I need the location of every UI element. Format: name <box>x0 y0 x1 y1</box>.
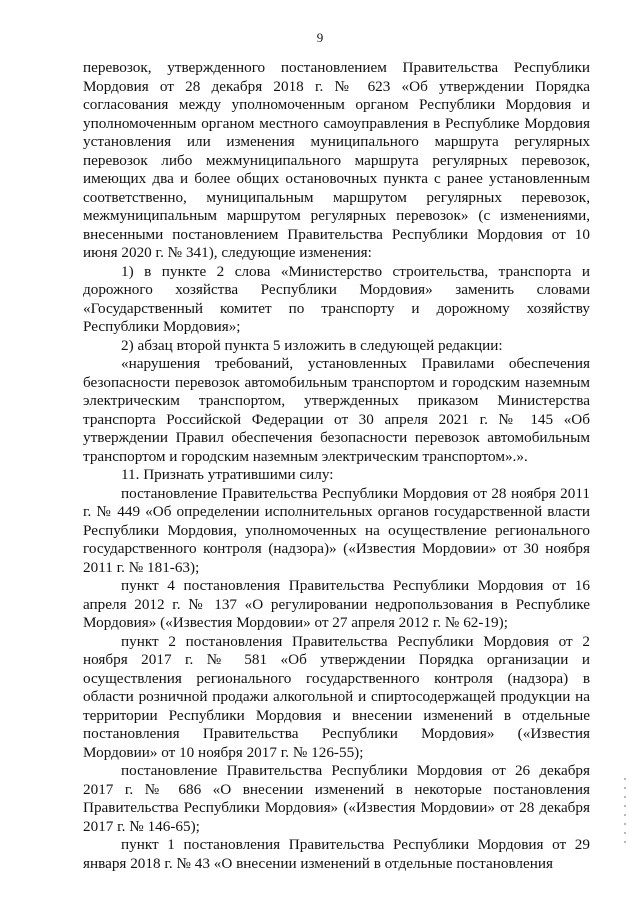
page-number: 9 <box>316 30 324 45</box>
paragraph: пункт 1 постановления Правительства Республики Мордовия от 29 января 2018 г. № 43 «О внесении изменений в отдельные постановления <box>83 836 590 872</box>
scan-edge-mark <box>624 778 626 848</box>
paragraph: постановление Правительства Республики Мордовия от 26 декабря 2017 г. № 686 «О внесении изменений в некоторые постановления Правительства Республики Мордовия» («Известия Мордовии» от 28 декабря 2017 г. № 146-65); <box>83 762 590 835</box>
paragraph: 1) в пункте 2 слова «Министерство строительства, транспорта и дорожного хозяйства Республики Мордовия» заменить словами «Государственный комитет по транспорту и дорожному хозяйству Республики Мордовия»; <box>83 262 590 335</box>
paragraph: «нарушения требований, установленных Правилами обеспечения безопасности перевозок автомобильным транспортом и городским наземным электрическим транспортом, утвержденных приказом Министерства транспорта Российской Федерации от 30 апреля 2021 г. № 145 «Об утверждении Правил обеспечения безопасности перевозок автомобильным транспортом и городским наземным электрическим транспортом».». <box>83 355 590 465</box>
paragraph: 11. Признать утратившими силу: <box>121 466 334 483</box>
paragraph: постановление Правительства Республики Мордовия от 28 ноября 2011 г. № 449 «Об определении исполнительных органов государственной власти Республики Мордовия, уполномоченных на осуществление регионального государственного контроля (надзора)» («Известия Мордовии» от 30 ноября 2011 г. № 181-63); <box>83 484 590 576</box>
paragraph: пункт 2 постановления Правительства Республики Мордовия от 2 ноября 2017 г. № 581 «Об утверждении Порядка организации и осуществления регионального государственного контроля (надзора) в области розничной продажи алкогольной и спиртосодержащей продукции на территории Республики Мордовия и внесении изменений в отдельные постановления Правительства Республики Мордовия» («Известия Мордовии» от 10 ноября 2017 г. № 126-55); <box>83 632 590 761</box>
paragraph: пункт 4 постановления Правительства Республики Мордовия от 16 апреля 2012 г. № 137 «О регулировании недропользования в Республике Мордовия» («Известия Мордовии» от 27 апреля 2012 г. № 62-19); <box>83 577 590 631</box>
paragraph: 2) абзац второй пункта 5 изложить в следующей редакции: <box>121 336 503 354</box>
document-body <box>83 59 590 873</box>
paragraph: перевозок, утвержденного постановлением Правительства Республики Мордовия от 28 декабря 2018 г. № 623 «Об утверждении Порядка согласования между уполномоченным органом Республики Мордовия и уполномоченным органом местного самоуправления в Республике Мордовия установления или изменения муниципального маршрута регулярных перевозок либо межмуниципального маршрута регулярных перевозок, имеющих два и более общих остановочных пункта с ранее установленным соответственно, муниципальным маршрутом регулярных перевозок, межмуниципальным маршрутом регулярных перевозок» (с изменениями, внесенными постановлением Правительства Республики Мордовия от 10 июня 2020 г. № 341), следующие изменения: <box>83 59 590 261</box>
